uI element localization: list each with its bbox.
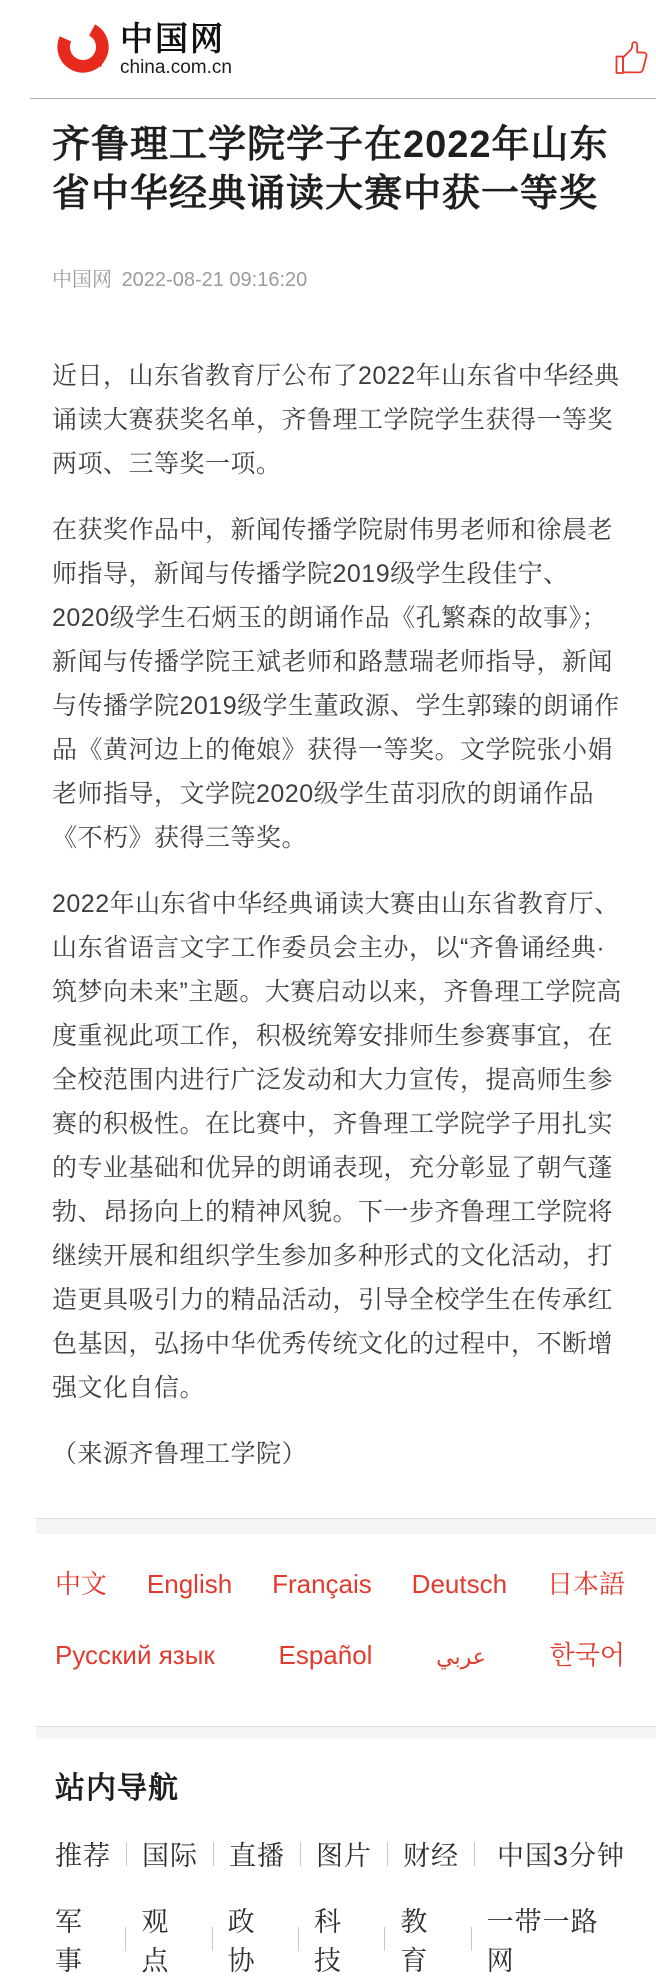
nav-link-military[interactable]: 军事 xyxy=(55,1907,83,1976)
divider xyxy=(471,1927,472,1951)
thumbs-up-icon xyxy=(613,64,649,79)
divider xyxy=(387,1842,388,1866)
nav-link-recommend[interactable]: 推荐 xyxy=(55,1841,111,1871)
site-nav-heading: 站内导航 xyxy=(55,1772,179,1805)
like-button[interactable] xyxy=(612,40,650,78)
site-nav-section xyxy=(0,1739,656,1978)
lang-link-arabic[interactable]: عربي xyxy=(436,1644,486,1669)
lang-link-chinese[interactable]: 中文 xyxy=(55,1569,108,1599)
nav-link-tech[interactable]: 科技 xyxy=(313,1907,342,1976)
language-links-section xyxy=(0,1534,656,1726)
article-source: 中国网 xyxy=(52,269,112,291)
section-separator xyxy=(36,1726,656,1739)
article-paragraph: 2022年山东省中华经典诵读大赛由山东省教育厅、山东省语言文字工作委员会主办，以“齐鲁诵经典·筑梦向未来”主题。大赛启动以来，齐鲁理工学院高度重视此项工作，积极统筹安排师生参赛事宜，在全校范围内进行广泛发动和大力宣传，提高师生参赛的积极性。在比赛中，齐鲁理工学院学子用扎实的专业基础和优异的朗诵表现，充分彰显了朝气蓬勃、昂扬向上的精神风貌。下一步齐鲁理工学院将继续开展和组织学生参加多种形式的文化活动，打造更具吸引力的精品活动，引导全校学生在传承红色基因，弘扬中华优秀传统文化的过程中，不断增强文化自信。 xyxy=(52,890,622,1402)
article-paragraph: 在获奖作品中，新闻传播学院尉伟男老师和徐晨老师指导，新闻与传播学院2019级学生段佳宁、2020级学生石炳玉的朗诵作品《孔繁森的故事》；新闻与传播学院王斌老师和路慧瑞老师指导，新闻与传播学院2019级学生董政源、学生郭臻的朗诵作品《黄河边上的俺娘》获得一等奖。文学院张小娟老师指导，文学院2020级学生苗羽欣的朗诵作品《不朽》获得三等奖。 xyxy=(52,516,620,852)
nav-link-cppcc[interactable]: 政协 xyxy=(227,1907,256,1976)
divider xyxy=(126,1842,127,1866)
article-byline xyxy=(52,263,624,292)
article-datetime: 2022-08-21 09:16:20 xyxy=(121,269,308,291)
site-nav-row-1 xyxy=(55,1834,625,1873)
language-row-2 xyxy=(55,1635,625,1672)
article xyxy=(0,121,656,1476)
divider xyxy=(384,1927,385,1951)
spacer xyxy=(0,1498,656,1518)
nav-link-education[interactable]: 教育 xyxy=(400,1907,429,1976)
divider xyxy=(212,1927,213,1951)
site-nav-row-2 xyxy=(55,1900,625,1978)
divider xyxy=(125,1927,126,1951)
article-title: 齐鲁理工学院学子在2022年山东省中华经典诵读大赛中获一等奖 xyxy=(52,124,609,215)
lang-link-french[interactable]: Français xyxy=(272,1569,372,1599)
nav-link-live[interactable]: 直播 xyxy=(229,1841,285,1871)
lang-link-japanese[interactable]: 日本語 xyxy=(546,1569,625,1599)
divider xyxy=(213,1842,214,1866)
lang-link-spanish[interactable]: Español xyxy=(278,1640,373,1670)
section-separator xyxy=(36,1518,656,1534)
china-net-logo[interactable] xyxy=(54,18,232,81)
page-header xyxy=(0,0,656,99)
china-net-c-logo-icon xyxy=(54,18,112,81)
lang-link-english[interactable]: English xyxy=(146,1569,233,1599)
divider xyxy=(298,1927,299,1951)
article-body xyxy=(52,354,624,1476)
nav-link-belt-road[interactable]: 一带一路网 xyxy=(486,1907,599,1976)
divider xyxy=(300,1842,301,1866)
article-paragraph: 近日，山东省教育厅公布了2022年山东省中华经典诵读大赛获奖名单，齐鲁理工学院学生获得一等奖两项、三等奖一项。 xyxy=(52,362,620,478)
nav-link-opinion[interactable]: 观点 xyxy=(141,1907,170,1976)
divider xyxy=(474,1842,475,1866)
lang-link-german[interactable]: Deutsch xyxy=(411,1569,508,1599)
header-divider xyxy=(30,98,656,99)
language-row-1 xyxy=(55,1564,625,1601)
article-paragraph: （来源齐鲁理工学院） xyxy=(52,1440,308,1468)
brand-name: 中国网 xyxy=(120,19,225,57)
lang-link-korean[interactable]: 한국어 xyxy=(549,1640,625,1670)
nav-link-international[interactable]: 国际 xyxy=(142,1841,198,1871)
nav-link-pictures[interactable]: 图片 xyxy=(316,1841,372,1871)
brand-domain: china.com.cn xyxy=(120,56,232,78)
nav-link-china-3min[interactable]: 中国3分钟 xyxy=(496,1841,625,1871)
nav-link-finance[interactable]: 财经 xyxy=(403,1841,459,1871)
lang-link-russian[interactable]: Русский язык xyxy=(55,1640,215,1670)
